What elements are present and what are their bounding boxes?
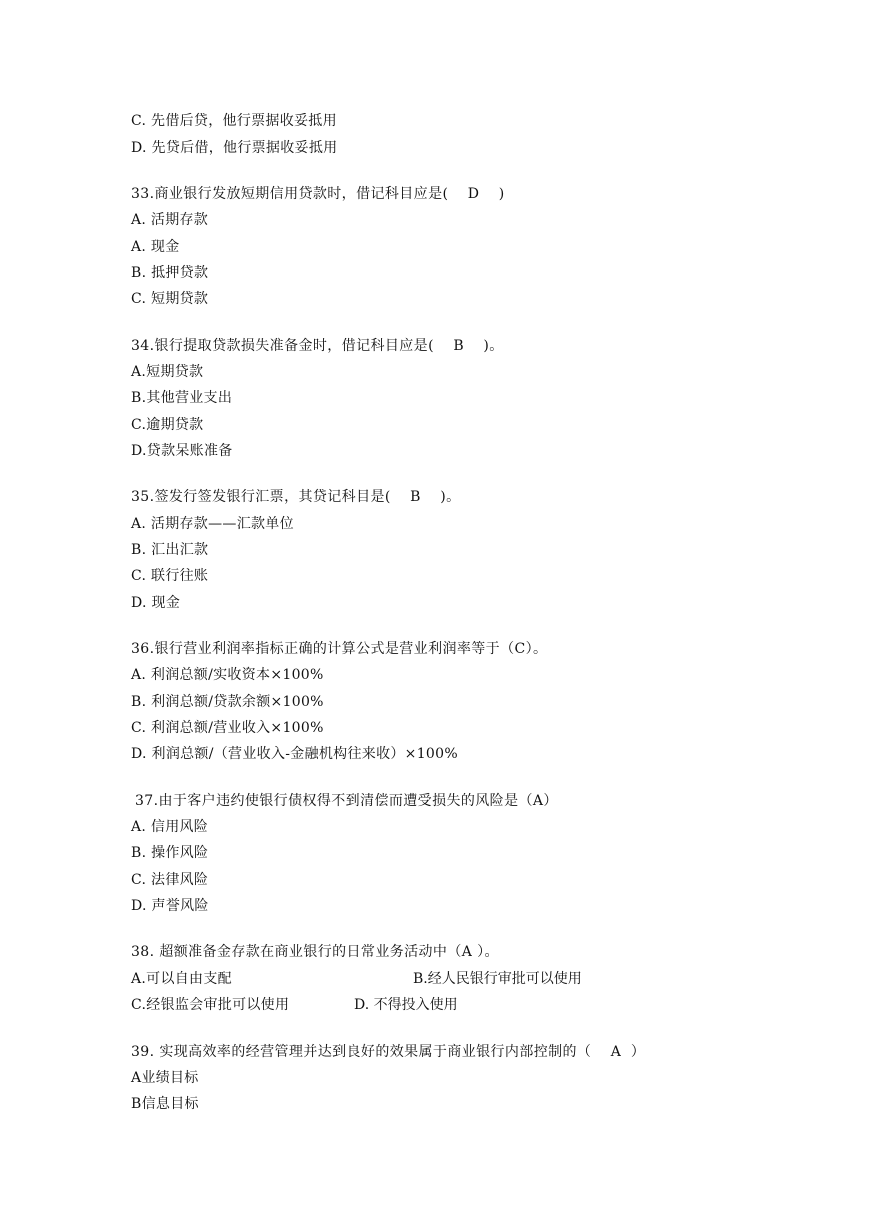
option-36c: C. 利润总额/营业收入×100% bbox=[131, 720, 324, 736]
option-38a: A.可以自由支配 bbox=[131, 971, 232, 987]
option-39a: A业绩目标 bbox=[131, 1070, 199, 1086]
question-38: 38. 超额准备金存款在商业银行的日常业务活动中（A ）。 bbox=[131, 944, 499, 960]
option-37b: B. 操作风险 bbox=[131, 845, 209, 861]
option-34b: B.其他营业支出 bbox=[131, 390, 233, 406]
option-32d: D. 先贷后借，他行票据收妥抵用 bbox=[131, 140, 338, 156]
option-37c: C. 法律风险 bbox=[131, 872, 209, 888]
option-35c: C. 联行往账 bbox=[131, 568, 209, 584]
option-35d: D. 现金 bbox=[131, 595, 181, 611]
option-36b: B. 利润总额/贷款余额×100% bbox=[131, 694, 324, 710]
option-35a: A. 活期存款——汇款单位 bbox=[131, 516, 294, 532]
option-33a1: A. 活期存款 bbox=[131, 212, 209, 228]
option-39b: B信息目标 bbox=[131, 1096, 199, 1112]
option-34c: C.逾期贷款 bbox=[131, 417, 204, 433]
question-34: 34.银行提取贷款损失准备金时，借记科目应是( B )。 bbox=[131, 338, 504, 354]
option-38c: C.经银监会审批可以使用 bbox=[131, 997, 290, 1013]
option-33b: B. 抵押贷款 bbox=[131, 265, 209, 281]
question-36: 36.银行营业利润率指标正确的计算公式是营业利润率等于（C）。 bbox=[131, 641, 548, 657]
option-36d: D. 利润总额/（营业收入-金融机构往来收）×100% bbox=[131, 746, 458, 762]
option-34d: D.贷款呆账准备 bbox=[131, 443, 233, 459]
option-37d: D. 声誉风险 bbox=[131, 898, 209, 914]
option-33a2: A. 现金 bbox=[131, 239, 180, 255]
option-36a: A. 利润总额/实收资本×100% bbox=[131, 667, 324, 683]
question-37: 37.由于客户违约使银行债权得不到清偿而遭受损失的风险是（A） bbox=[135, 793, 558, 809]
option-32c: C. 先借后贷，他行票据收妥抵用 bbox=[131, 113, 337, 129]
option-38b: B.经人民银行审批可以使用 bbox=[413, 971, 582, 987]
option-34a: A.短期贷款 bbox=[131, 364, 204, 380]
option-33c: C. 短期贷款 bbox=[131, 291, 209, 307]
question-33: 33.商业银行发放短期信用贷款时，借记科目应是( D ) bbox=[131, 186, 505, 202]
option-35b: B. 汇出汇款 bbox=[131, 542, 209, 558]
option-37a: A. 信用风险 bbox=[131, 819, 209, 835]
option-38d: D. 不得投入使用 bbox=[354, 997, 458, 1013]
question-35: 35.签发行签发银行汇票，其贷记科目是( B )。 bbox=[131, 489, 461, 505]
question-39: 39. 实现高效率的经营管理并达到良好的效果属于商业银行内部控制的（ A ） bbox=[131, 1044, 646, 1060]
